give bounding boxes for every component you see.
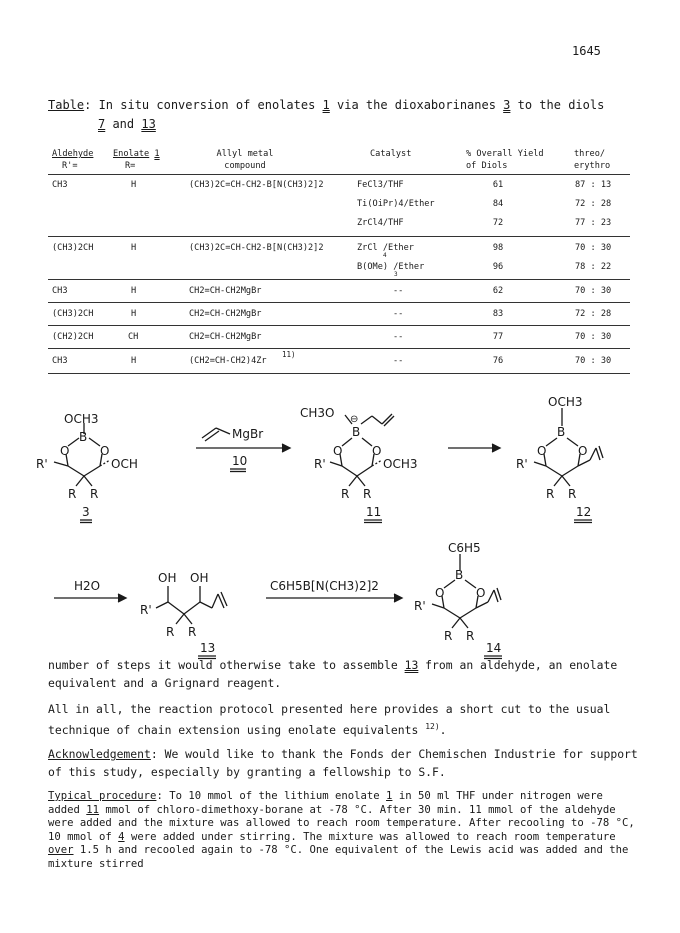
c14-o2-label: O bbox=[476, 586, 486, 600]
cell-yield-2: 84 bbox=[492, 199, 504, 209]
c11-o1-label: O bbox=[333, 444, 343, 458]
cell-catalyst-6: -- bbox=[393, 286, 404, 296]
c13-r1-label: R bbox=[166, 625, 175, 639]
cell-aldehyde-4: (CH3)2CH bbox=[52, 243, 94, 253]
cell-yield-7: 83 bbox=[492, 309, 504, 319]
c12-r2-label: R bbox=[568, 487, 577, 501]
cell-aldehyde-8: (CH2)2CH bbox=[52, 332, 94, 342]
cell-enolate-8: CH bbox=[128, 332, 139, 342]
c12-number: 12 bbox=[576, 505, 592, 519]
cell-catalyst-4-sub: 4 bbox=[383, 252, 387, 259]
compound-14 bbox=[414, 541, 502, 659]
cell-allyl-4: (CH3)2C=CH-CH2-B[N(CH3)2]2 bbox=[189, 243, 324, 253]
reaction-scheme bbox=[0, 380, 680, 660]
cell-ratio-1: 87 : 13 bbox=[575, 180, 612, 190]
water-label: H2O bbox=[74, 579, 101, 593]
table-rule bbox=[48, 325, 630, 326]
header-enolate: Enolate 1 R= bbox=[113, 149, 160, 171]
typical-procedure: Typical procedure: To 10 mmol of the lithium enolate 1 in 50 ml THF under nitrogen were added 11 mmol of chloro-dimethoxy-borane at -78 °C. After 30 min. 11 mmol of the aldehyde were added and the mixture was allowed to reach room temperature. After recooling to -78 °C, 10 mmol of 4 were added under stirring. The mixture was allowed to reach room temperature over 1.5 h and recooled again to -78 °C. One equivalent of the Lewis acid was added and the mixture stirred bbox=[48, 790, 635, 870]
c12-o1-label: O bbox=[537, 444, 547, 458]
c11-number: 11 bbox=[366, 505, 382, 519]
cell-ratio-5: 78 : 22 bbox=[575, 262, 612, 272]
header-catalyst: Catalyst bbox=[370, 149, 412, 159]
cell-ratio-8: 70 : 30 bbox=[575, 332, 612, 342]
boronation-step bbox=[266, 579, 402, 602]
compound-12 bbox=[516, 395, 603, 523]
cell-ratio-7: 72 : 28 bbox=[575, 309, 612, 319]
c3-och3-label: OCH3 bbox=[64, 412, 99, 426]
header-allyl: Allyl metal compound bbox=[216, 149, 274, 171]
c3-o2-label: O bbox=[100, 444, 110, 458]
cell-allyl-7: CH2=CH-CH2MgBr bbox=[189, 309, 262, 319]
caption-ref-1: 1 bbox=[322, 98, 330, 112]
cell-enolate-4: H bbox=[131, 243, 137, 253]
caption-ref-3: 3 bbox=[503, 98, 511, 112]
hydrolysis-step bbox=[54, 579, 126, 602]
table-rule-bottom bbox=[48, 373, 630, 374]
cell-enolate-7: H bbox=[131, 309, 137, 319]
reagent-10-label: MgBr bbox=[232, 427, 264, 441]
c3-r1-label: R bbox=[68, 487, 77, 501]
cell-enolate-1: H bbox=[131, 180, 137, 190]
cell-enolate-6: H bbox=[131, 286, 137, 296]
c3-o1-label: O bbox=[60, 444, 70, 458]
cell-catalyst-7: -- bbox=[393, 309, 404, 319]
table-rule-header bbox=[48, 174, 630, 175]
cell-aldehyde-9: CH3 bbox=[52, 356, 68, 366]
c3-b-label: B bbox=[79, 430, 88, 444]
cell-ratio-2: 72 : 28 bbox=[575, 199, 612, 209]
cell-allyl-6: CH2=CH-CH2MgBr bbox=[189, 286, 262, 296]
c3-r2-label: R bbox=[90, 487, 99, 501]
reagent-10 bbox=[196, 427, 290, 472]
cell-catalyst-9: -- bbox=[393, 356, 404, 366]
c3-number: 3 bbox=[82, 505, 90, 519]
caption-ref-7: 7 bbox=[98, 117, 106, 131]
c3-rprime-label: R' bbox=[36, 457, 48, 471]
paragraph-1: number of steps it would otherwise take to assemble 13 from an aldehyde, an enolate equivalent and a Grignard reagent. bbox=[48, 658, 618, 690]
c11-o2-label: O bbox=[372, 444, 382, 458]
cell-allyl-8: CH2=CH-CH2MgBr bbox=[189, 332, 262, 342]
reagent-10-number: 10 bbox=[232, 454, 248, 468]
caption-text-d: and bbox=[105, 117, 142, 131]
cell-catalyst-3: ZrCl4/THF bbox=[357, 218, 404, 228]
c14-o1-label: O bbox=[435, 586, 445, 600]
c14-b-label: B bbox=[455, 568, 464, 582]
caption-text-a: : In situ conversion of enolates bbox=[84, 98, 323, 112]
cell-yield-3: 72 bbox=[492, 218, 504, 228]
header-yield: % Overall Yield of Diols bbox=[466, 149, 544, 171]
c11-charge-label: ⊖ bbox=[350, 414, 359, 425]
reagent-2-label: C6H5B[N(CH3)2]2 bbox=[270, 579, 379, 593]
cell-catalyst-8: -- bbox=[393, 332, 404, 342]
cell-yield-9: 76 bbox=[492, 356, 504, 366]
cell-yield-1: 61 bbox=[492, 180, 504, 190]
compound-3 bbox=[36, 412, 138, 523]
cell-aldehyde-6: CH3 bbox=[52, 286, 68, 296]
c14-r2-label: R bbox=[466, 629, 475, 643]
cell-catalyst-5: B(OMe) /Ether bbox=[357, 262, 425, 272]
c14-rprime-label: R' bbox=[414, 599, 426, 613]
c11-r2-label: R bbox=[363, 487, 372, 501]
cell-yield-4: 98 bbox=[492, 243, 504, 253]
c14-r1-label: R bbox=[444, 629, 453, 643]
cell-catalyst-2: Ti(OiPr)4/Ether bbox=[357, 199, 435, 209]
c12-och3-label: OCH3 bbox=[548, 395, 583, 409]
acknowledgement: Acknowledgement: We would like to thank the Fonds der Chemischen Industrie for support of this study, especially by granting a fellowship to S.F. bbox=[48, 747, 638, 779]
c13-rprime-label: R' bbox=[140, 603, 152, 617]
c11-b-label: B bbox=[352, 425, 361, 439]
c11-ch3o-label: CH3O bbox=[300, 406, 335, 420]
cell-ratio-9: 70 : 30 bbox=[575, 356, 612, 366]
table-rule bbox=[48, 302, 630, 303]
c14-number: 14 bbox=[486, 641, 502, 655]
c3-och-label: OCH bbox=[111, 457, 138, 471]
c12-b-label: B bbox=[557, 425, 566, 439]
paragraph-2: All in all, the reaction protocol presented here provides a short cut to the usual technique of chain extension using enolate equivalents $^{12)}$. bbox=[48, 702, 611, 737]
caption-text-b: via the dioxaborinanes bbox=[329, 98, 504, 112]
cell-aldehyde-1: CH3 bbox=[52, 180, 68, 190]
cell-ratio-6: 70 : 30 bbox=[575, 286, 612, 296]
cell-ratio-3: 77 : 23 bbox=[575, 218, 612, 228]
caption-ref-13: 13 bbox=[141, 117, 156, 131]
header-aldehyde: Aldehyde R'= bbox=[52, 149, 94, 171]
c13-r2-label: R bbox=[188, 625, 197, 639]
table-rule bbox=[48, 348, 630, 349]
page-number: 1645 bbox=[572, 44, 601, 58]
compound-11 bbox=[300, 406, 417, 523]
cell-catalyst-1: FeCl3/THF bbox=[357, 180, 404, 190]
c12-o2-label: O bbox=[578, 444, 588, 458]
c11-r1-label: R bbox=[341, 487, 350, 501]
c13-number: 13 bbox=[200, 641, 216, 655]
cell-yield-8: 77 bbox=[492, 332, 504, 342]
cell-allyl-9-ref: 11) bbox=[282, 350, 296, 359]
table-caption bbox=[48, 96, 648, 134]
cell-allyl-9: (CH2=CH-CH2)4Zr bbox=[189, 356, 267, 366]
c11-och3-label: OCH3 bbox=[383, 457, 418, 471]
c14-c6h5-label: C6H5 bbox=[448, 541, 481, 555]
cell-enolate-9: H bbox=[131, 356, 137, 366]
cell-yield-5: 96 bbox=[492, 262, 504, 272]
cell-yield-6: 62 bbox=[492, 286, 504, 296]
cell-catalyst-5-sub: 3 bbox=[394, 271, 398, 278]
c12-r1-label: R bbox=[546, 487, 555, 501]
cell-ratio-4: 70 : 30 bbox=[575, 243, 612, 253]
cell-aldehyde-7: (CH3)2CH bbox=[52, 309, 94, 319]
cell-allyl-1: (CH3)2C=CH-CH2-B[N(CH3)2]2 bbox=[189, 180, 324, 190]
c13-oh2-label: OH bbox=[190, 571, 209, 585]
compound-13 bbox=[140, 571, 227, 659]
header-ratio: threo/ erythro bbox=[574, 149, 611, 171]
table-rule bbox=[48, 236, 630, 237]
c13-oh1-label: OH bbox=[158, 571, 177, 585]
caption-text-c: to the diols bbox=[510, 98, 605, 112]
cell-catalyst-4: ZrCl /Ether bbox=[357, 243, 414, 253]
c12-rprime-label: R' bbox=[516, 457, 528, 471]
c11-rprime-label: R' bbox=[314, 457, 326, 471]
table-rule bbox=[48, 279, 630, 280]
caption-label: Table bbox=[48, 98, 85, 112]
